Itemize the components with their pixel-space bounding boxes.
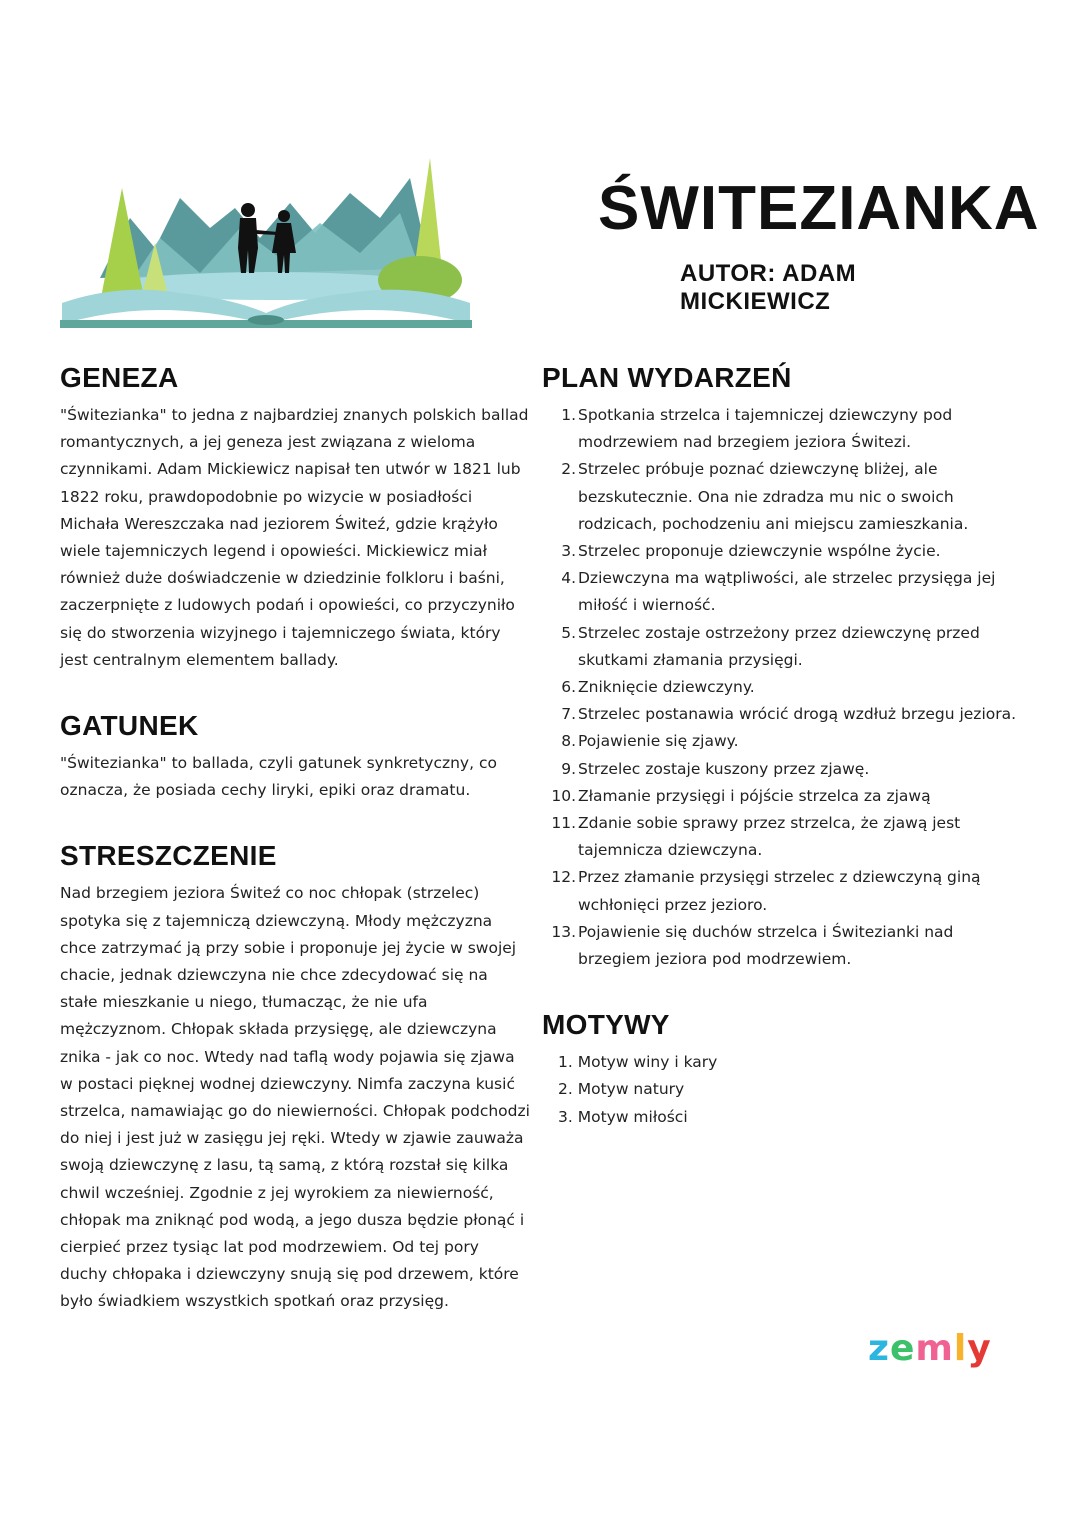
section-streszczenie bbox=[60, 840, 530, 1315]
right-column bbox=[542, 362, 1022, 1131]
author-line: AUTOR: ADAM MICKIEWICZ bbox=[680, 260, 857, 315]
motywy-list bbox=[542, 1049, 1022, 1131]
logo-letter: z bbox=[868, 1328, 890, 1369]
streszczenie-heading: STRESZCZENIE bbox=[60, 840, 277, 872]
geneza-text: "Świtezianka" to jedna z najbardziej znanych polskich ballad romantycznych, a jej geneza jest związana z wieloma czynnikami. Adam Mickiewicz napisał ten utwór w 1821 lub 1822 roku, prawdopodobnie po wizycie w posiadłości Michała Wereszczaka nad jeziorem Świteź, gdzie krążyło wiele tajemniczych legend i opowieści. Mickiewicz miał również duże doświadczenie w dziedzinie folkloru i baśni, zaczerpnięte z ludowych podań i opowieści, co przyczyniło się do stworzenia wizyjnego i tajemniczego świata, który jest centralnym elementem ballady. bbox=[60, 406, 529, 669]
plan-item: 3. Strzelec proponuje dziewczynie wspólne życie. bbox=[561, 542, 941, 561]
plan-item: 13. Pojawienie się duchów strzelca i Świtezianki nad brzegiem jeziora pod modrzewiem. bbox=[551, 922, 954, 969]
plan-item: 11. Zdanie sobie sprawy przez strzelca, że zjawą jest tajemnicza dziewczyna. bbox=[551, 814, 961, 860]
motyw-item: 1. Motyw winy i kary bbox=[558, 1053, 718, 1072]
plan-item: 2. Strzelec próbuje poznać dziewczynę bliżej, ale bezskutecznie. Ona nie zdradza mu nic o swoich rodzicach, pochodzeniu ani miejscu zamieszkania. bbox=[561, 460, 969, 533]
plan-item: 7. Strzelec postanawia wrócić drogą wzdłuż brzegu jeziora. bbox=[561, 705, 1017, 724]
motywy-heading: MOTYWY bbox=[542, 1009, 670, 1041]
left-column bbox=[60, 362, 530, 1316]
logo-letter: e bbox=[889, 1328, 916, 1369]
book-landscape-illustration bbox=[60, 158, 472, 328]
section-gatunek bbox=[60, 710, 530, 804]
logo-letter: l bbox=[953, 1328, 968, 1369]
plan-item: 10. Złamanie przysięgi i pójście strzelca za zjawą bbox=[551, 786, 931, 805]
logo-letter: m bbox=[915, 1328, 954, 1369]
plan-item: 4. Dziewczyna ma wątpliwości, ale strzelec przysięga jej miłość i wierność. bbox=[561, 569, 996, 615]
plan-list bbox=[542, 402, 1022, 973]
plan-item: 6. Zniknięcie dziewczyny. bbox=[561, 678, 755, 697]
zemly-logo bbox=[868, 1328, 992, 1369]
plan-item: 5. Strzelec zostaje ostrzeżony przez dziewczynę przed skutkami złamania przysięgi. bbox=[561, 623, 980, 669]
plan-item: 12. Przez złamanie przysięgi strzelec z dziewczyną giną wchłonięci przez jezioro. bbox=[551, 868, 981, 914]
gatunek-heading: GATUNEK bbox=[60, 710, 199, 742]
geneza-heading: GENEZA bbox=[60, 362, 179, 393]
plan-item: 8. Pojawienie się zjawy. bbox=[561, 732, 739, 751]
motyw-item: 3. Motyw miłości bbox=[558, 1107, 688, 1126]
streszczenie-text: Nad brzegiem jeziora Świteź co noc chłopak (strzelec) spotyka się z tajemniczą dziewczyną. Młody mężczyzna chce zatrzymać ją przy sobie i proponuje jej życie w swojej chacie, jednak dziewczyna nie chce zdecydować się na stałe mieszkanie u niego, tłumacząc, że nie ufa mężczyznom. Chłopak składa przysięgę, ale dziewczyna znika - jak co noc. Wtedy nad taflą wody pojawia się zjawa w postaci pięknej wodnej dziewczyny. Nimfa zaczyna kusić strzelca, namawiając go do niewierności. Chłopak podchodzi do niej i jest już w zasięgu jej ręki. Wtedy w zjawie zauważa swoją dziewczynę z lasu, tą samą, z którą rozstał się kilka chwil wcześniej. Zgodnie z jej wyrokiem za niewierność, chłopak ma zniknąć pod wodą, a jego dusza będzie płonąć i cierpieć przez tysiąc lat pod modrzewiem. Od tej pory duchy chłopaka i dziewczyny snują się pod drzewem, które było świadkiem wszystkich spotkań oraz przysięg. bbox=[60, 884, 530, 1311]
book-spine bbox=[248, 315, 284, 325]
plan-item: 9. Strzelec zostaje kuszony przez zjawę. bbox=[561, 759, 870, 778]
section-motywy bbox=[542, 1009, 1022, 1131]
logo-letter: y bbox=[967, 1328, 992, 1369]
section-geneza bbox=[60, 362, 530, 674]
gatunek-text: "Świtezianka" to ballada, czyli gatunek synkretyczny, co oznacza, że posiada cechy liryki, epiki oraz dramatu. bbox=[60, 754, 497, 800]
motyw-item: 2. Motyw natury bbox=[558, 1080, 685, 1099]
plan-heading: PLAN WYDARZEŃ bbox=[542, 362, 792, 393]
page-title: ŚWITEZIANKA bbox=[598, 174, 1040, 243]
plan-item: 1. Spotkania strzelca i tajemniczej dziewczyny pod modrzewiem nad brzegiem jeziora Świtezi. bbox=[561, 406, 953, 452]
section-plan bbox=[542, 362, 1022, 973]
